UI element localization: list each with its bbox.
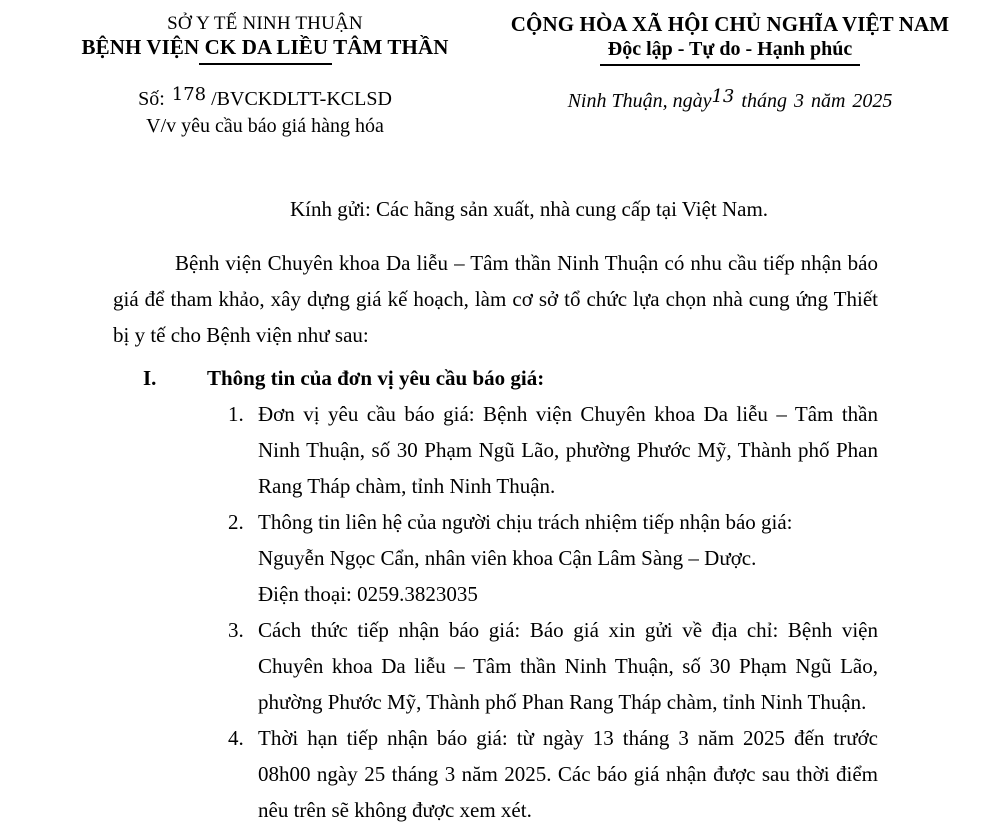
list-item-marker: 1. [228,402,244,426]
intro-paragraph: Bệnh viện Chuyên khoa Da liễu – Tâm thần Ninh Thuận có nhu cầu tiếp nhận báo giá để tham khảo, xây dựng giá kế hoạch, làm cơ sở tổ chức lựa chọn nhà cung ứng Thiết bị y tế cho Bệnh viện như sau: [113,251,878,347]
document-number-value: 178 [171,84,207,105]
date-place-prefix: Ninh Thuận, ngày [567,90,712,112]
document-number-block [40,86,490,140]
list-item-text: Thời hạn tiếp nhận báo giá: từ ngày 13 tháng 3 năm 2025 đến trước 08h00 ngày 25 tháng 3 năm 2025. Các báo giá nhận được sau thời điểm nêu trên sẽ không được xem xét. [258,726,878,822]
country-name: CỘNG HÒA XÃ HỘI CHỦ NGHĨA VIỆT NAM [510,12,950,36]
document-header [0,0,991,150]
department-name: SỞ Y TẾ NINH THUẬN [167,13,363,34]
section-marker: I. [143,366,157,390]
list-item-text: Thông tin liên hệ của người chịu trách nhiệm tiếp nhận báo giá: [258,510,793,534]
issue-date-line [500,88,960,115]
list-item-text: Cách thức tiếp nhận báo giá: Báo giá xin gửi về địa chỉ: Bệnh viện Chuyên khoa Da liễu – Tâm thần Ninh Thuận, số 30 Phạm Ngũ Lão, phường Phước Mỹ, Thành phố Phan Rang Tháp chàm, tỉnh Ninh Thuận. [258,618,878,714]
motto-underline [600,64,860,66]
national-motto: Độc lập - Tự do - Hạnh phúc [607,38,853,60]
date-year: 2025 [852,90,893,112]
section-title: Thông tin của đơn vị yêu cầu báo giá: [207,366,545,390]
list-item-contact-name: Nguyễn Ngọc Cẩn, nhân viên khoa Cận Lâm Sàng – Dược. [258,546,757,570]
hospital-name: BỆNH VIỆN CK DA LIỀU TÂM THẦN [81,35,449,59]
list-item [0,504,991,612]
date-month: 3 [793,90,804,112]
issuing-authority-block [40,12,490,65]
document-number-label: Số: [138,88,165,110]
list-item-text: Đơn vị yêu cầu báo giá: Bệnh viện Chuyên khoa Da liễu – Tâm thần Ninh Thuận, số 30 Phạm Ngũ Lão, phường Phước Mỹ, Thành phố Phan Rang Tháp chàm, tỉnh Ninh Thuận. [258,402,878,498]
salutation-line: Kính gửi: Các hãng sản xuất, nhà cung cấp tại Việt Nam. [290,197,769,221]
document-subject-line: V/v yêu cầu báo giá hàng hóa [146,115,384,137]
list-item-marker: 4. [228,726,244,750]
list-item [0,612,991,720]
date-month-label: tháng [741,90,787,112]
document-number-suffix: /BVCKDLTT-KCLSD [211,88,392,110]
date-year-label: năm [810,90,846,112]
list-item-marker: 3. [228,618,244,642]
list-item-phone: Điện thoại: 0259.3823035 [258,582,478,606]
list-item [0,396,991,504]
date-day: 13 [711,86,735,107]
hospital-underline [199,63,332,65]
document-number-line [40,86,490,113]
list-item-marker: 2. [228,510,244,534]
document-body [0,190,991,828]
section-heading [0,360,991,396]
national-heading-block [500,12,960,66]
requirements-list [0,396,991,828]
list-item [0,720,991,828]
